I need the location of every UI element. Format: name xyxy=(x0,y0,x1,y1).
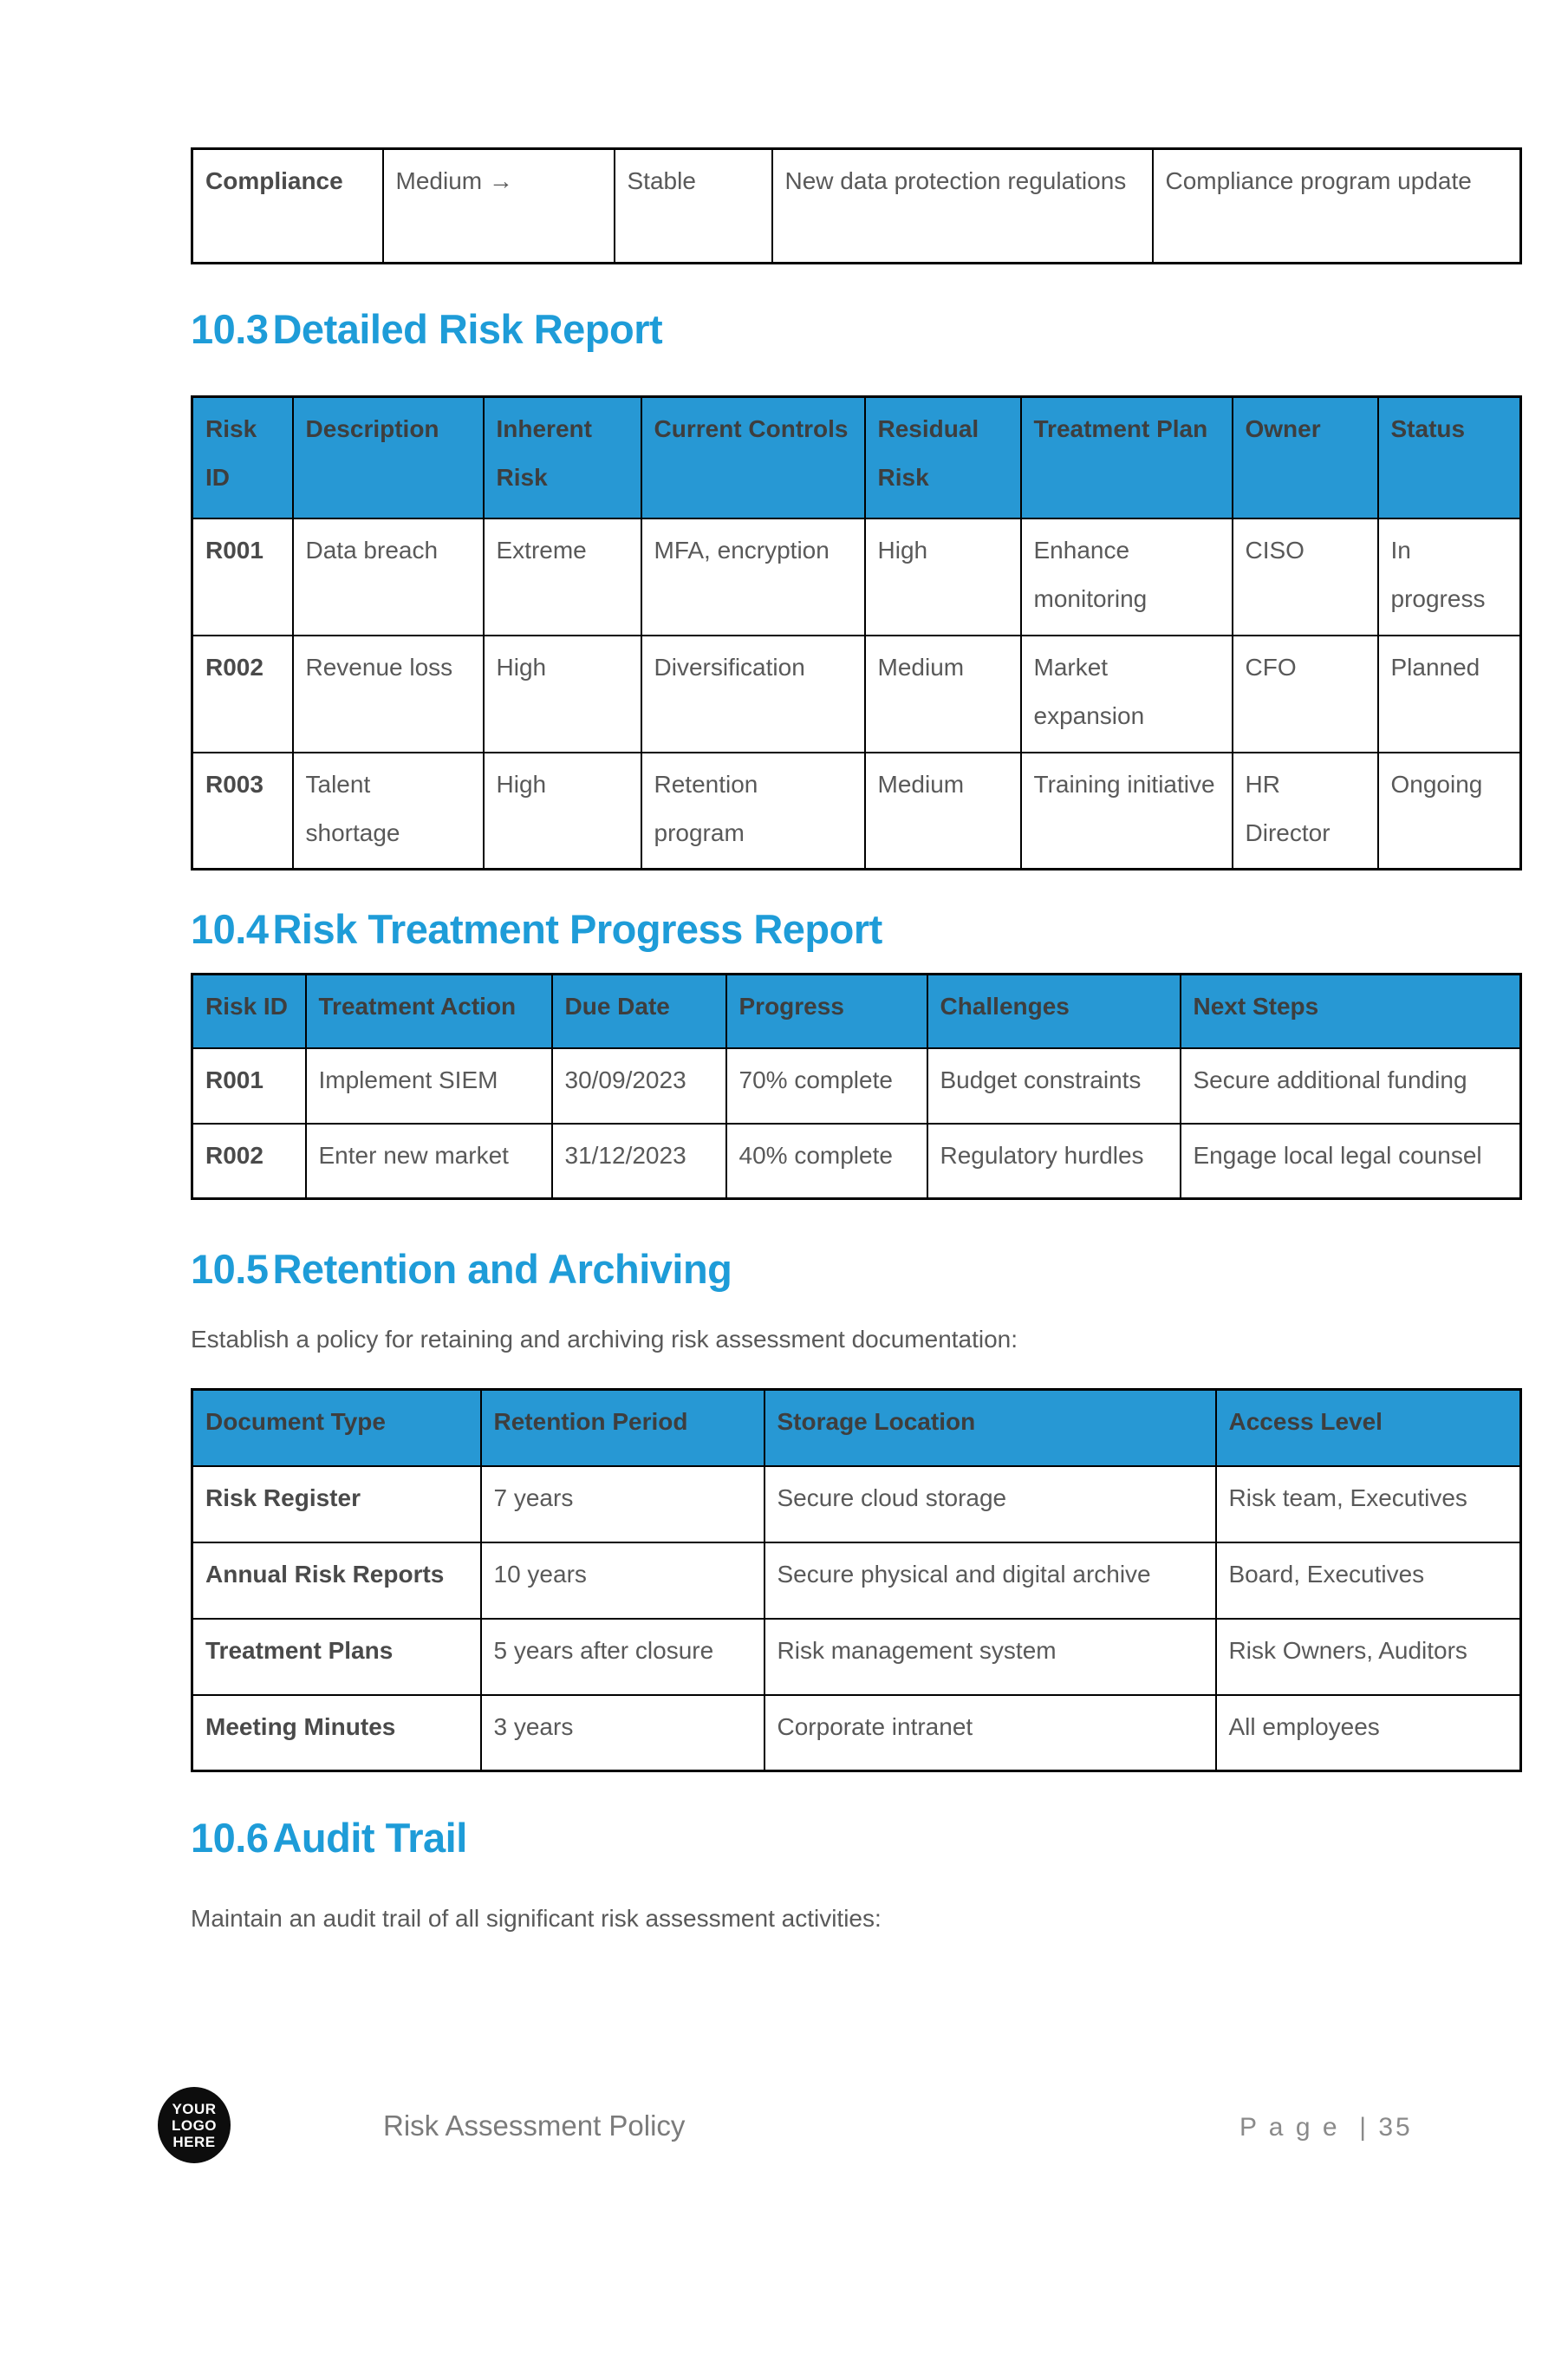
table-cell: Budget constraints xyxy=(927,1048,1181,1124)
table-cell: CFO xyxy=(1233,636,1378,753)
table-row xyxy=(192,1695,1521,1771)
table-cell: Planned xyxy=(1378,636,1521,753)
table-cell: 40% complete xyxy=(726,1124,927,1199)
table-cell: HR Director xyxy=(1233,753,1378,870)
table-row xyxy=(192,149,1521,264)
table-cell: 70% complete xyxy=(726,1048,927,1124)
logo-text-line: YOUR xyxy=(172,2100,217,2117)
table-cell: Compliance program update xyxy=(1153,149,1521,264)
table-cell: Enhance monitoring xyxy=(1021,518,1233,636)
table-cell: Risk Owners, Auditors xyxy=(1216,1619,1521,1695)
table-header-cell: Due Date xyxy=(552,975,726,1048)
page-footer xyxy=(0,2087,1568,2208)
table-row xyxy=(192,1542,1521,1619)
table-cell: Medium xyxy=(865,636,1021,753)
table-header-cell: Residual Risk xyxy=(865,397,1021,518)
table-cell: 7 years xyxy=(481,1466,764,1542)
table-cell: Secure physical and digital archive xyxy=(764,1542,1216,1619)
table-header-row xyxy=(192,975,1521,1048)
detailed-risk-report-table xyxy=(191,395,1522,871)
table-header-cell: Current Controls xyxy=(641,397,865,518)
section-title: Detailed Risk Report xyxy=(272,306,663,352)
section-intro-10-6: Maintain an audit trail of all significant risk assessment activities: xyxy=(191,1905,882,1932)
table-cell: 10 years xyxy=(481,1542,764,1619)
table-cell: All employees xyxy=(1216,1695,1521,1771)
table-cell: Medium → xyxy=(383,149,615,264)
table-row xyxy=(192,753,1521,870)
table-row xyxy=(192,1048,1521,1124)
table-cell: Talent shortage xyxy=(293,753,484,870)
section-intro-10-5: Establish a policy for retaining and archiving risk assessment documentation: xyxy=(191,1326,1018,1353)
table-cell: Retention program xyxy=(641,753,865,870)
table-header-cell: Treatment Action xyxy=(306,975,552,1048)
table-header-row xyxy=(192,1390,1521,1466)
section-number: 10.6 xyxy=(191,1815,269,1861)
table-cell: Regulatory hurdles xyxy=(927,1124,1181,1199)
table-header-cell: Document Type xyxy=(192,1390,481,1466)
table-cell: R002 xyxy=(192,1124,306,1199)
table-header-cell: Storage Location xyxy=(764,1390,1216,1466)
table-row xyxy=(192,1619,1521,1695)
table-cell: Risk team, Executives xyxy=(1216,1466,1521,1542)
table-cell: Revenue loss xyxy=(293,636,484,753)
table-cell: R002 xyxy=(192,636,293,753)
table-cell: Compliance xyxy=(192,149,383,264)
table-row xyxy=(192,1124,1521,1199)
table-cell: Stable xyxy=(615,149,772,264)
table-header-cell: Next Steps xyxy=(1181,975,1521,1048)
table-cell: Extreme xyxy=(484,518,641,636)
table-cell: Risk Register xyxy=(192,1466,481,1542)
table-cell: New data protection regulations xyxy=(772,149,1153,264)
table-cell: CISO xyxy=(1233,518,1378,636)
table-cell: Ongoing xyxy=(1378,753,1521,870)
table-cell: R001 xyxy=(192,1048,306,1124)
footer-page-number: P a g e | 35 xyxy=(1239,2113,1413,2142)
table-header-cell: Treatment Plan xyxy=(1021,397,1233,518)
table-cell: High xyxy=(865,518,1021,636)
table-cell: Engage local legal counsel xyxy=(1181,1124,1521,1199)
table-cell: 5 years after closure xyxy=(481,1619,764,1695)
table-row xyxy=(192,518,1521,636)
table-header-cell: Status xyxy=(1378,397,1521,518)
table-header-cell: Risk ID xyxy=(192,975,306,1048)
compliance-risk-row-table xyxy=(191,147,1522,264)
table-cell: Secure additional funding xyxy=(1181,1048,1521,1124)
section-heading-10-5 xyxy=(191,1246,1519,1292)
section-title: Audit Trail xyxy=(272,1815,467,1861)
section-heading-10-6 xyxy=(191,1815,1519,1861)
table-header-cell: Inherent Risk xyxy=(484,397,641,518)
table-cell: Enter new market xyxy=(306,1124,552,1199)
table-cell: Treatment Plans xyxy=(192,1619,481,1695)
table-cell: Data breach xyxy=(293,518,484,636)
section-heading-10-3 xyxy=(191,306,1519,352)
table-header-cell: Challenges xyxy=(927,975,1181,1048)
table-cell: In progress xyxy=(1378,518,1521,636)
logo-text-line: HERE xyxy=(172,2133,216,2150)
table-header-cell: Owner xyxy=(1233,397,1378,518)
section-heading-10-4 xyxy=(191,906,1519,952)
table-cell: 30/09/2023 xyxy=(552,1048,726,1124)
table-cell: Diversification xyxy=(641,636,865,753)
table-cell: R003 xyxy=(192,753,293,870)
table-cell: High xyxy=(484,753,641,870)
table-cell: Annual Risk Reports xyxy=(192,1542,481,1619)
treatment-progress-table xyxy=(191,973,1522,1200)
table-cell: Risk management system xyxy=(764,1619,1216,1695)
placeholder-logo xyxy=(158,2087,231,2163)
table-cell: Implement SIEM xyxy=(306,1048,552,1124)
table-header-cell: Retention Period xyxy=(481,1390,764,1466)
document-page xyxy=(191,147,1519,1943)
table-header-cell: Risk ID xyxy=(192,397,293,518)
table-cell: Board, Executives xyxy=(1216,1542,1521,1619)
table-cell: Secure cloud storage xyxy=(764,1466,1216,1542)
logo-text-line: LOGO xyxy=(171,2116,218,2134)
table-cell: Training initiative xyxy=(1021,753,1233,870)
table-cell: Market expansion xyxy=(1021,636,1233,753)
table-header-cell: Progress xyxy=(726,975,927,1048)
retention-archiving-table xyxy=(191,1388,1522,1772)
table-cell: 3 years xyxy=(481,1695,764,1771)
section-number: 10.5 xyxy=(191,1246,269,1292)
table-cell: Medium xyxy=(865,753,1021,870)
footer-doc-title: Risk Assessment Policy xyxy=(383,2109,686,2142)
table-row xyxy=(192,1466,1521,1542)
section-title: Retention and Archiving xyxy=(272,1246,732,1292)
table-row xyxy=(192,636,1521,753)
section-number: 10.4 xyxy=(191,906,269,952)
table-header-cell: Access Level xyxy=(1216,1390,1521,1466)
table-cell: Corporate intranet xyxy=(764,1695,1216,1771)
table-cell: R001 xyxy=(192,518,293,636)
section-number: 10.3 xyxy=(191,306,269,352)
table-header-cell: Description xyxy=(293,397,484,518)
section-title: Risk Treatment Progress Report xyxy=(272,906,882,952)
table-cell: High xyxy=(484,636,641,753)
table-cell: 31/12/2023 xyxy=(552,1124,726,1199)
table-cell: MFA, encryption xyxy=(641,518,865,636)
table-cell: Meeting Minutes xyxy=(192,1695,481,1771)
table-header-row xyxy=(192,397,1521,518)
